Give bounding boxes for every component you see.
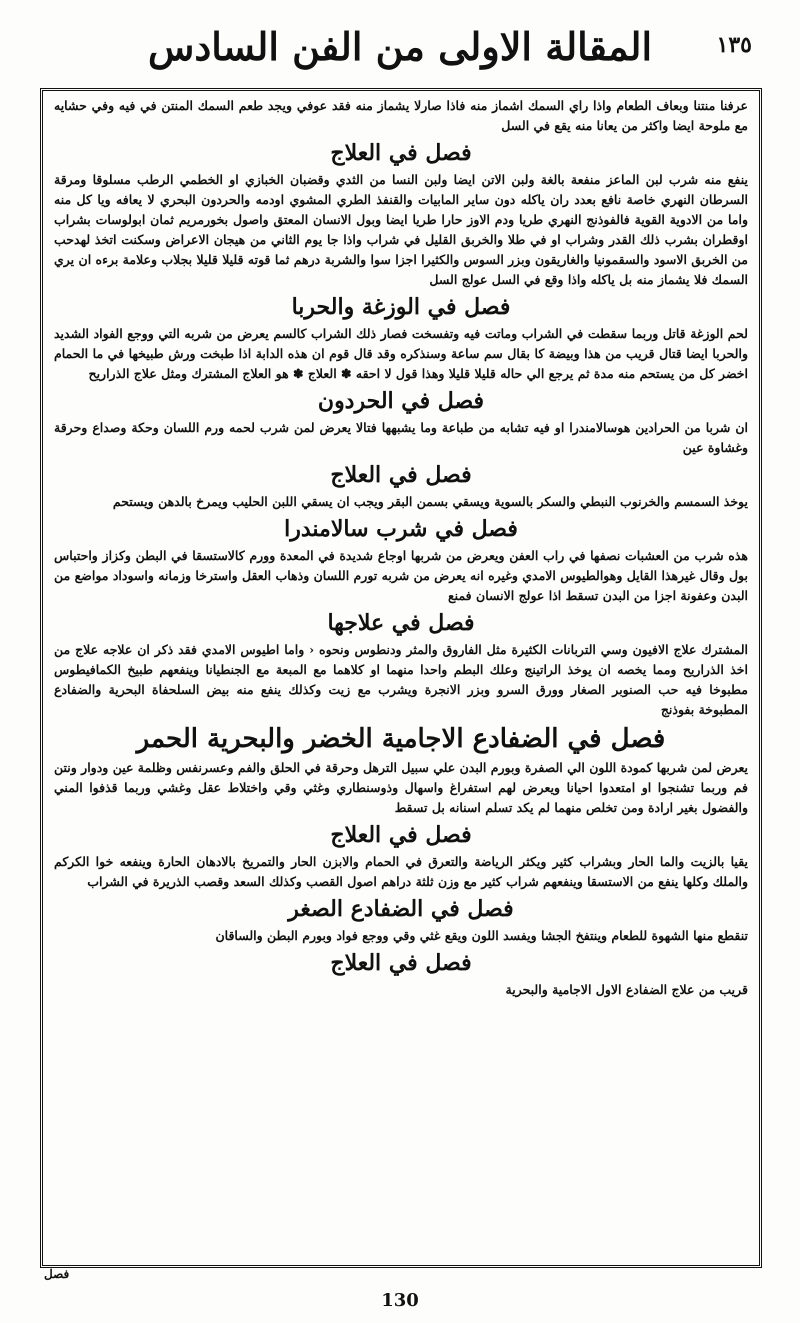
header-page-number: ١٣٥: [716, 32, 752, 58]
page-title: المقالة الاولى من الفن السادس: [147, 24, 653, 69]
paragraph: المشترك علاج الافيون وسي التربانات الكثيرة مثل الفاروق والمثر ودنطوس ونحوه ‹ واما اطيوس الامدي فقد ذكر ان علاجه علاج من اخذ الذراريح ومما يخصه ان يوخذ الراتينج وعلك البطم واحدا منهما او كلاهما مع المبعة مع الجنطيانا وينفعهم طبيخ الكمافيطوس مطبوخا فيه حب الصنوبر الصغار وورق السرو وبزر الانجرة ويشرب مع زيت وكذلك ينفع منه بيض السلحفاة البحرية والضفادع المطبوخة بفوذنج: [54, 642, 748, 717]
page-header: [30, 18, 770, 80]
section-heading: فصل في علاجها: [327, 610, 475, 636]
paragraph: ان شربا من الحرادين هوسالامندرا او فيه تشابه من طباعة وما يشبهها فتالا يعرض لمن شرب لحمه ورم اللسان وحكة وصداع وحرقة وغشاوة عين: [54, 420, 748, 455]
paragraph: قريب من علاج الضفادع الاول الاجامية والبحرية: [505, 982, 748, 997]
section-heading: فصل في العلاج: [330, 140, 472, 166]
paragraph: لحم الوزغة قاتل وربما سقطت في الشراب وماتت فيه وتفسخت فصار ذلك الشراب كالسم يعرض من شربه التي ووجع الفواد الشديد والحربا ايضا قتال قريب من هذا وبيضة كا بقال سم ساعة وسنذكره وقد قال قوم ان هذه الدابة اذا طبخت ورش طبيخها في ما الحمام اخضر كل من يستحم منه مدة ثم يرجع الي حاله قليلا قليلا وهذا قول لا احقه ✽ العلاج ✽ هو العلاج المشترك ومثل علاج الذراريح: [54, 326, 748, 381]
footer-page-number: 130: [381, 1290, 419, 1311]
section-heading: فصل في الحردون: [317, 388, 485, 414]
paragraph: ينفع منه شرب لبن الماعز منفعة بالغة ولبن الاتن ايضا ولبن النسا من الثدي وقضبان الخبازي او الخطمي الرطب مسلوقا ومرقة السرطان النهري خاصة نافع بعدد ران ياكله دون ساير المابيات والقنفذ الطري المشوي اودمه والحردون البحري لا يعافه ويا كل منه واما من الادوية القوية فالفوذنج النهري طريا ودم الاوز حارا طريا ايضا وبول الانسان المعتق واصول بخورمريم ثمان ابولوسات بشراب اوقطران بشرب ذلك القدر وشراب او في طلا والخربق القليل في شراب واذا جا يوم الثاني من هيجان الاعراض وسكنت اتخذ لهدحب من الخربق الاسود والسقمونيا والغاريقون وبزر السوس والكثيرا اجزا سوا والشربة درهم ثما قوته قليلا قليلا بجلاب وعلامة برءه ان يري السمك فلا يشماز منه بل ياكله واذا وقع في السل عولج السل: [54, 172, 748, 287]
section-heading: فصل في العلاج: [330, 950, 472, 976]
section-heading: فصل في الضفادع الصغر: [288, 896, 514, 922]
section-heading: فصل في شرب سالامندرا: [284, 516, 518, 542]
section-heading: فصل في الوزغة والحربا: [291, 294, 511, 320]
paragraph: يقيا بالزيت والما الحار وبشراب كثير ويكثر الرياضة والتعرق في الحمام والابزن الحار والتمريخ بالادهان الحارة وينفعه خوا الكركم والملك وكلها ينفع من الاستسقا وينفعهم شراب كثير مع وزن ثلثة دراهم اصول القصب وكذلك السعد وقصب الذريرة في الشراب: [54, 854, 748, 889]
paragraph: تنقطع منها الشهوة للطعام وينتفخ الجشا ويفسد اللون ويقع غثي وقي ووجع فواد وبورم البطن والساقان: [215, 928, 748, 943]
paragraph: يوخذ السمسم والخرنوب النبطي والسكر بالسوية ويسقي بسمن البقر ويجب ان يسقي اللبن الحليب ويمرخ بالدهن ويستحم: [112, 494, 748, 509]
section-heading: فصل في الضفادع الاجامية الخضر والبحرية الحمر: [136, 724, 666, 754]
paragraph: يعرض لمن شربها كمودة اللون الي الصفرة وبورم البدن علي سبيل الترهل وحرقة في الحلق والفم وعسرنفس وظلمة عين ودوار ونتن فم وربما تشنجوا او امتعدوا احيانا ويعرض لهم استفراغ واسهال وذوسنطاري وغثي وقي واختلاط عقل وغشي وربما قذفوا المني والفضول بغير ارادة ومن تخلص منهما لم يكد تسلم اسنانه بل تسقط: [54, 760, 748, 815]
paragraph: عرفنا منتنا وبعاف الطعام واذا راي السمك اشماز منه فاذا صارلا يشماز منه فقد عوفي ويجد طعم السمك المنتن في فيه وفي حشايه مع ملوحة ايضا واكثر من يعانا منه يقع في السل: [54, 98, 748, 133]
body-text: [54, 96, 748, 1257]
paragraph: هذه شرب من العشبات نصفها في راب العفن ويعرض من شربها اوجاع شديدة في المعدة وورم كالاستسقا في البطن وكزاز واحتباس بول وقال غيرهذا القايل وهوالطيوس الامدي وغيره انه يعرض من شربه تورم اللسان وذهاب العقل واسترخا وزمانه واسوداد مواضع من البدن وعفونة اجزا من البدن تسقط اذا عولج الانسان فمنع: [54, 548, 748, 603]
section-heading: فصل في العلاج: [330, 822, 472, 848]
catchword: فصل: [44, 1267, 70, 1281]
section-heading: فصل في العلاج: [330, 462, 472, 488]
